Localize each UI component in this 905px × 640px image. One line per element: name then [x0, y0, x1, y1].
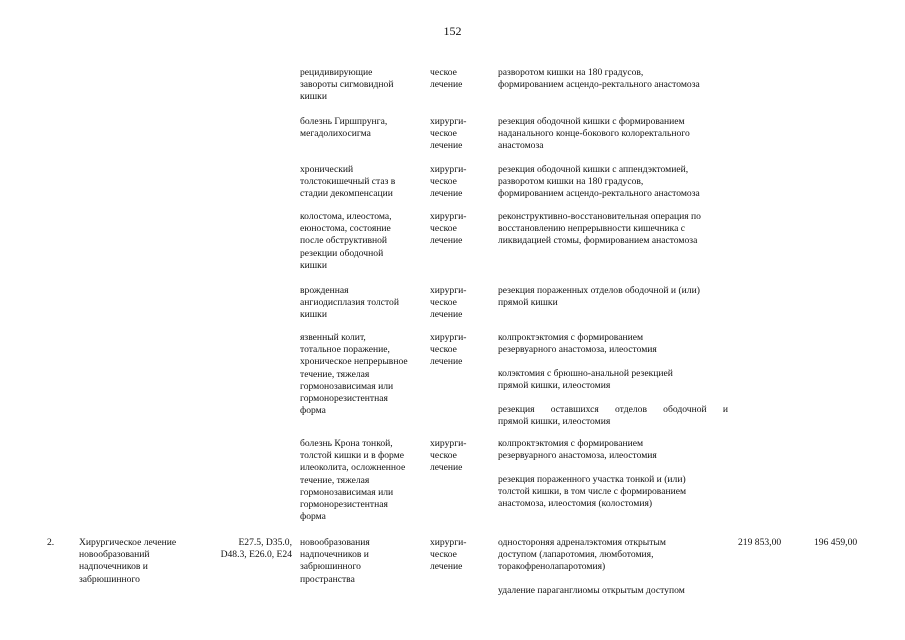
diagnosis-cell-line: гормонорезистентная — [300, 393, 388, 405]
treatment-cell — [430, 438, 466, 475]
diagnosis-cell-line: гормонозависимая или — [300, 486, 394, 498]
method-cell — [498, 368, 673, 392]
diagnosis-cell-line: течение, тяжелая — [300, 368, 370, 380]
diagnosis-cell — [300, 537, 370, 586]
method-cell — [498, 585, 685, 597]
diagnosis-cell — [300, 211, 391, 272]
treatment-cell-line: хирурги- — [430, 285, 467, 296]
row-number: 2. — [47, 537, 55, 548]
treatment-cell — [430, 537, 466, 574]
method-cell — [498, 474, 686, 511]
diagnosis-cell-line: кишки — [300, 91, 327, 103]
diagnosis-cell-line: кишки — [300, 309, 327, 321]
diagnosis-cell-line: гормонорезистентная — [300, 499, 388, 511]
method-cell-line: резекция ободочной кишки с аппендэктомией, — [498, 164, 689, 175]
treatment-cell-line: лечение — [430, 462, 463, 474]
diagnosis-cell-line: кишки — [300, 259, 327, 271]
method-cell-line: формированием асцендо-ректального анастомоза — [498, 188, 700, 200]
codes-cell — [196, 537, 292, 561]
treatment-cell-line: лечение — [430, 140, 463, 152]
method-cell-line: прямой кишки, илеостомия — [498, 380, 611, 392]
treatment-cell-line: хирурги- — [430, 438, 467, 449]
method-cell-line: анастомоза — [498, 140, 544, 152]
profile-cell-line: Хирургическое лечение — [79, 537, 177, 548]
method-cell-line: колпроктэктомия с формированием — [498, 438, 644, 449]
treatment-cell-line: хирурги- — [430, 164, 467, 175]
treatment-cell-line: лечение — [430, 235, 463, 247]
diagnosis-cell — [300, 438, 405, 523]
treatment-cell-line: лечение — [430, 356, 463, 368]
method-cell-line: колпроктэктомия с формированием — [498, 332, 644, 343]
treatment-cell — [430, 211, 466, 248]
profile-cell — [79, 537, 176, 586]
method-cell-line: резекция пораженного участка тонкой и (или) — [498, 474, 686, 485]
method-cell-line: прямой кишки, илеостомия — [498, 416, 611, 428]
method-cell — [498, 116, 690, 153]
treatment-cell-line: ческое — [430, 67, 457, 78]
diagnosis-cell-line: мегадолихосигма — [300, 128, 371, 140]
method-cell — [498, 67, 700, 91]
method-cell-line: резекция оставшихся отделов ободочной и — [498, 404, 728, 415]
diagnosis-cell-line: гормонозависимая или — [300, 380, 394, 392]
treatment-cell-line: хирурги- — [430, 537, 467, 548]
diagnosis-cell — [300, 164, 395, 201]
diagnosis-cell-line: резекции ободочной — [300, 247, 384, 259]
method-cell — [498, 164, 700, 201]
method-cell-line: восстановлению непрерывности кишечника с — [498, 223, 686, 235]
diagnosis-cell-line: стадии декомпенсации — [300, 188, 393, 200]
treatment-cell-line: ческое — [430, 223, 457, 235]
diagnosis-cell — [300, 67, 394, 104]
method-cell-line: удаление параганглиомы открытым доступом — [498, 585, 685, 596]
treatment-cell — [430, 116, 466, 153]
profile-cell-line: надпочечников и — [79, 561, 148, 573]
diagnosis-cell-line: форма — [300, 405, 326, 417]
method-cell-line: одностороняя адреналэктомия открытым — [498, 537, 666, 548]
method-cell — [498, 438, 657, 462]
method-cell — [498, 211, 701, 248]
treatment-cell — [430, 285, 466, 322]
treatment-cell — [430, 67, 462, 91]
diagnosis-cell-line: илеоколита, осложненное — [300, 462, 406, 474]
treatment-cell-line: ческое — [430, 297, 457, 309]
diagnosis-cell — [300, 116, 387, 140]
treatment-cell-line: ческое — [430, 176, 457, 188]
treatment-cell — [430, 164, 466, 201]
treatment-cell-line: лечение — [430, 188, 463, 200]
diagnosis-cell-line: хроническое непрерывное — [300, 356, 408, 368]
method-cell-line: торакофренолапаротомия) — [498, 561, 606, 573]
method-cell-line: резекция пораженных отделов ободочной и (или) — [498, 285, 700, 296]
diagnosis-cell-line: после обструктивной — [300, 235, 388, 247]
profile-cell-line: забрюшинного — [79, 573, 140, 585]
diagnosis-cell-line: хронический — [300, 164, 354, 175]
method-cell-line: анастомоза, илеостомия (колостомия) — [498, 498, 653, 510]
method-cell — [498, 404, 728, 428]
page-number: 152 — [443, 24, 462, 38]
treatment-cell-line: ческое — [430, 549, 457, 561]
diagnosis-cell-line: рецидивирующие — [300, 67, 373, 78]
diagnosis-cell-line: течение, тяжелая — [300, 474, 370, 486]
treatment-cell — [430, 332, 466, 369]
profile-cell-line: новообразований — [79, 549, 150, 561]
diagnosis-cell-line: толстокишечный стаз в — [300, 176, 396, 188]
method-cell-line: резервуарного анастомоза, илеостомия — [498, 344, 657, 356]
method-cell-line: наданального конце-бокового колоректального — [498, 128, 690, 140]
cost-cell: 196 459,00 — [814, 537, 858, 548]
diagnosis-cell — [300, 285, 399, 322]
diagnosis-cell-line: новообразования — [300, 537, 370, 548]
codes-cell-line: D48.3, E26.0, E24 — [220, 549, 292, 561]
method-cell-line: реконструктивно-восстановительная операция по — [498, 211, 701, 222]
diagnosis-cell-line: ангиодисплазия толстой — [300, 297, 399, 309]
treatment-cell-line: хирурги- — [430, 116, 467, 127]
method-cell-line: разворотом кишки на 180 градусов, — [498, 176, 644, 188]
cost-cell: 219 853,00 — [738, 537, 782, 548]
diagnosis-cell-line: болезнь Крона тонкой, — [300, 438, 393, 449]
treatment-cell-line: ческое — [430, 344, 457, 356]
method-cell — [498, 537, 666, 574]
treatment-cell-line: ческое — [430, 450, 457, 462]
method-cell-line: ликвидацией стомы, формированием анастомоза — [498, 235, 698, 247]
method-cell-line: колэктомия с брюшно-анальной резекцией — [498, 368, 673, 379]
diagnosis-cell-line: пространства — [300, 573, 355, 585]
diagnosis-cell-line: забрюшинного — [300, 561, 361, 573]
treatment-cell-line: лечение — [430, 561, 463, 573]
method-cell — [498, 285, 700, 309]
diagnosis-cell-line: язвенный колит, — [300, 332, 366, 343]
treatment-cell-line: хирурги- — [430, 332, 467, 343]
method-cell-line: резервуарного анастомоза, илеостомия — [498, 450, 657, 462]
diagnosis-cell-line: тотальное поражение, — [300, 344, 390, 356]
treatment-cell-line: ческое — [430, 128, 457, 140]
diagnosis-cell-line: завороты сигмовидной — [300, 79, 394, 91]
treatment-cell-line: хирурги- — [430, 211, 467, 222]
diagnosis-cell-line: болезнь Гиршпрунга, — [300, 116, 388, 127]
method-cell-line: резекция ободочной кишки с формированием — [498, 116, 685, 127]
diagnosis-cell-line: толстой кишки и в форме — [300, 450, 405, 462]
diagnosis-cell-line: колостома, илеостома, — [300, 211, 392, 222]
diagnosis-cell — [300, 332, 408, 417]
method-cell-line: доступом (лапаротомия, люмботомия, — [498, 549, 654, 561]
diagnosis-cell-line: врожденная — [300, 285, 349, 296]
treatment-cell-line: лечение — [430, 309, 463, 321]
codes-cell-line: E27.5, D35.0, — [238, 537, 292, 548]
diagnosis-cell-line: еюностома, состояние — [300, 223, 391, 235]
method-cell-line: разворотом кишки на 180 градусов, — [498, 67, 644, 78]
method-cell-line: формированием асцендо-ректального анастомоза — [498, 79, 700, 91]
diagnosis-cell-line: форма — [300, 511, 326, 523]
treatment-cell-line: лечение — [430, 79, 463, 91]
diagnosis-cell-line: надпочечников и — [300, 549, 369, 561]
method-cell-line: толстой кишки, в том числе с формированием — [498, 486, 687, 498]
method-cell — [498, 332, 657, 356]
method-cell-line: прямой кишки — [498, 297, 558, 309]
